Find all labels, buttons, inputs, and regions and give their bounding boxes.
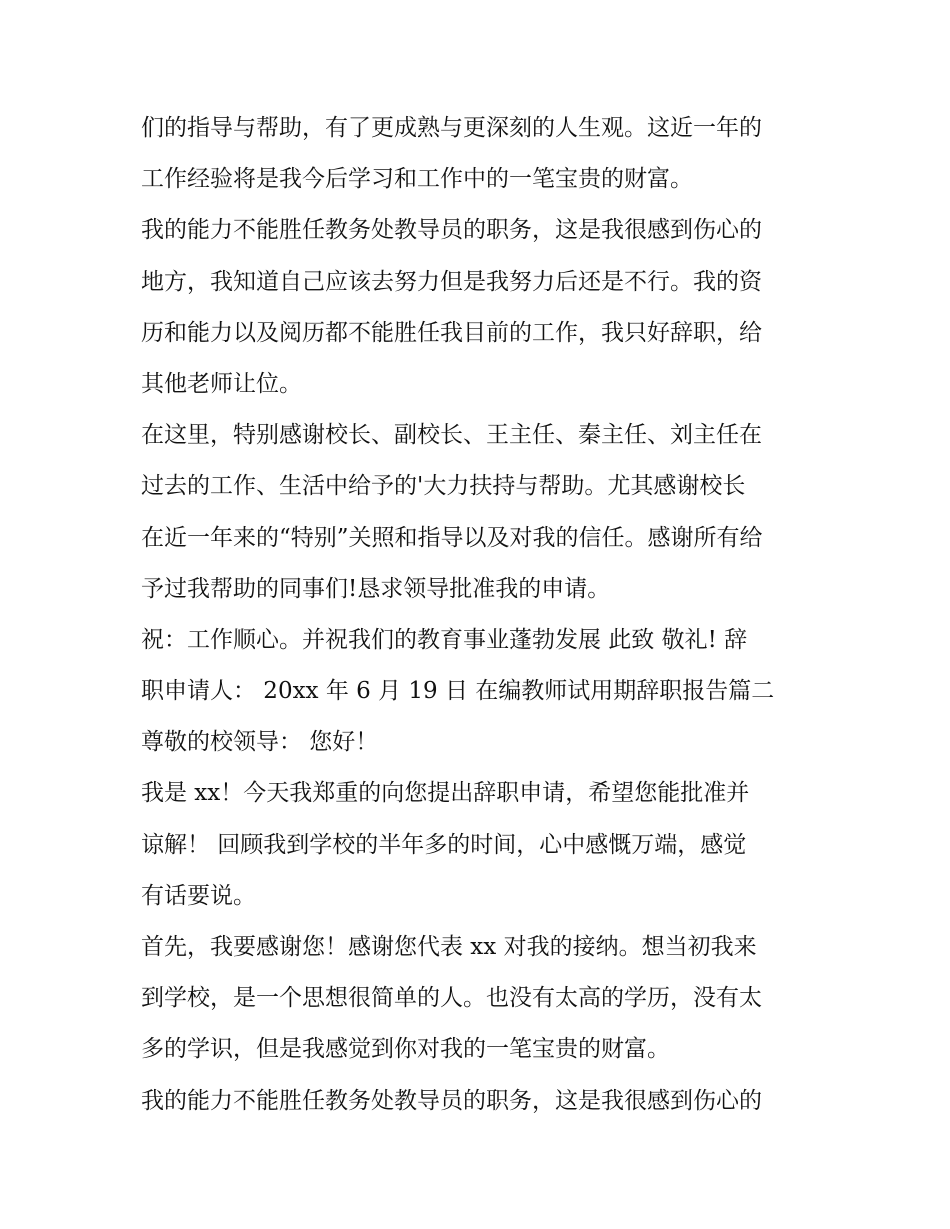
text-line: 地方，我知道自己应该去努力但是我努力后还是不行。我的资 [141,268,762,295]
text-line: 予过我帮助的同事们!恳求领导批准我的申请。 [141,575,611,602]
text-line: 其他老师让位。 [141,370,302,397]
text-line: 有话要说。 [141,882,256,909]
text-line: 在近一年来的“特别”关照和指导以及对我的信任。感谢所有给 [141,524,763,551]
text-line: 祝：工作顺心。并祝我们的教育事业蓬勃发展 此致 敬礼! 辞 [141,626,748,653]
text-line: 谅解！ 回顾我到学校的半年多的时间，心中感慨万端，感觉 [141,831,747,858]
text-line: 到学校，是一个思想很简单的人。也没有太高的学历，没有太 [141,985,762,1012]
text-line: 多的学识，但是我感觉到你对我的一笔宝贵的财富。 [141,1036,670,1063]
text-line: 我是 xx！今天我郑重的向您提出辞职申请，希望您能批准并 [141,780,750,807]
text-line: 职申请人： 20xx 年 6 月 19 日 在编教师试用期辞职报告篇二 [141,678,775,705]
text-line: 过去的工作、生活中给予的'大力扶持与帮助。尤其感谢校长 [141,473,746,500]
text-line: 们的指导与帮助，有了更成熟与更深刻的人生观。这近一年的 [141,115,762,141]
text-line: 在这里，特别感谢校长、副校长、王主任、秦主任、刘主任在 [141,422,762,449]
text-line: 工作经验将是我今后学习和工作中的一笔宝贵的财富。 [141,166,693,193]
text-line: 我的能力不能胜任教务处教导员的职务，这是我很感到伤心的 [141,217,762,244]
text-line: 尊敬的校领导： 您好！ [141,729,379,756]
text-line: 我的能力不能胜任教务处教导员的职务，这是我很感到伤心的 [141,1087,762,1114]
text-line: 历和能力以及阅历都不能胜任我目前的工作，我只好辞职，给 [141,319,762,346]
text-line: 首先，我要感谢您！感谢您代表 xx 对我的接纳。想当初我来 [141,934,757,960]
document-body [141,103,821,1127]
